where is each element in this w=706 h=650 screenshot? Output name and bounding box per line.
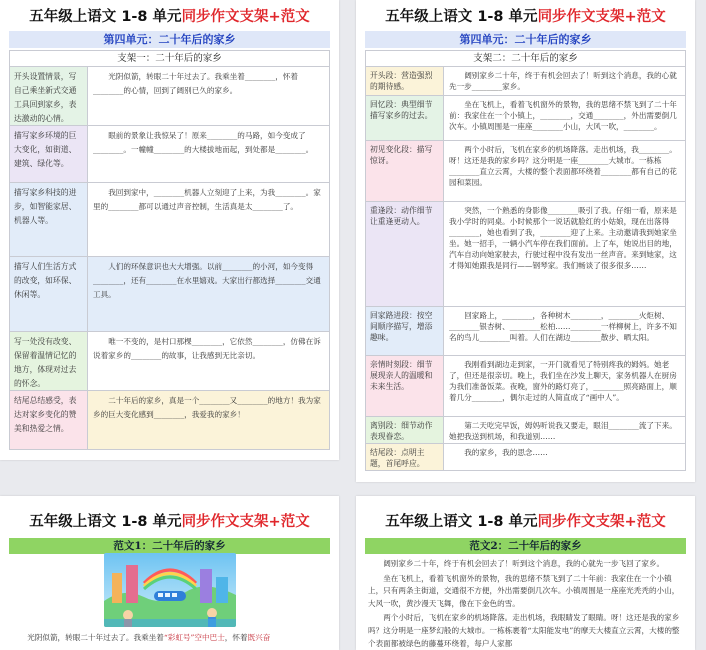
fill-cell: 光阴似箭，转眼二十年过去了。我乘坐着________，怀着________的心情，回到了阔别已久的家乡。 <box>93 72 299 95</box>
table-row <box>366 96 685 141</box>
table-row <box>366 141 685 202</box>
essay-paragraph: 阔别家乡二十年，终于有机会回去了！听到这个消息，我的心就先一步飞回了家乡。 <box>383 559 665 568</box>
table-row <box>10 257 329 332</box>
fill-cell: 阔别家乡二十年，终于有机会回去了！听到这个消息，我的心就先一步________家乡。 <box>449 71 677 91</box>
fill-cell: 唯一不变的，是村口那棵________，它依然________，仿佛在诉说着家乡的________的故事，让我感到无比亲切。 <box>93 337 321 360</box>
fill-cell: 我回到家中，________机器人立刻迎了上来，为我________。家里的________都可以通过声音控制，生活真是太________了。 <box>93 188 321 211</box>
guide-cell: 初见变化段：描写惊讶。 <box>366 141 444 201</box>
fill-cell: 我的家乡，我的思念…… <box>464 448 548 457</box>
guide-cell: 回家路进段：按空间顺序描写，增添趣味。 <box>366 307 444 355</box>
scaffold-heading: 支架一：二十年后的家乡 <box>10 51 329 67</box>
guide-cell: 描写家乡环境的巨大变化，如街道、建筑、绿化等。 <box>10 126 88 182</box>
table-row <box>366 202 685 307</box>
fill-cell: 我刚看到湖边走到家，一开门就看见了特别疼我的姆妈。她老了，但还是很亲切。晚上，我们坐在沙发上聊天，家务机器人在厨房为我们准备饭菜。夜晚，窗外的路灯亮了，________照亮路面上，顺着几分________，偶尔走过的人简直成了“画中人”。 <box>449 360 677 402</box>
guide-cell: 亲情时刻段：细节展现亲人的温暖和未来生活。 <box>366 356 444 416</box>
table-row <box>366 307 685 356</box>
table-row <box>10 183 329 257</box>
table-row <box>366 356 685 417</box>
page-title: 五年级上语文 1-8 单元同步作文支架+范文 <box>385 9 666 25</box>
essay-heading: 范文2：二十年后的家乡 <box>365 538 686 554</box>
guide-cell: 结尾段：点明主题，首尾呼应。 <box>366 444 444 470</box>
table-row <box>366 417 685 444</box>
essay-paragraph: 坐在飞机上，看着飞机窗外的景物，我的思绪不禁飞到了二十年前：我家住在一个小镇上，只有两条主街道，交通很不方便，外出需要倒几次车。小镇周围是一座座光秃秃的小山，大风一吹，黄沙漫天飞舞，像在下金色的雪。 <box>368 573 680 608</box>
fill-cell: 第二天吃完早饭，姆妈听说我又要走，眼泪________流了下来。她把我送到机场，和我道别…… <box>449 421 677 441</box>
guide-cell: 描写家乡科技的进步，如智能家居、机器人等。 <box>10 183 88 256</box>
fill-cell: 两个小时后，飞机在家乡的机场降落。走出机场，我________。呀！这还是我的家乡吗？这分明是一座________大城市。一栋栋________直立云霄，大楼的整个表面都环绕着________都有自己的花园和菜园。 <box>449 145 677 187</box>
scaffold-table <box>365 50 686 471</box>
page-title: 五年级上语文 1-8 单元同步作文支架+范文 <box>29 514 310 530</box>
fill-cell: 坐在飞机上，看着飞机窗外的景物，我的思绪不禁飞到了二十年前：我家住在一个小镇上，________，交通________，外出需要倒几次车。小镇周围是一座座________小山，大风一吹，________。 <box>449 100 677 131</box>
scaffold-table <box>9 50 330 450</box>
essay-body: 光阴似箭，转眼二十年过去了。我乘坐着“彩虹号”空中巴士，怀着既兴奋 <box>27 633 271 642</box>
guide-cell: 描写人们生活方式的改变，如环保、休闲等。 <box>10 257 88 331</box>
fill-cell: 回家路上，________，各种树木________，________火炬树、________银杏树、________松柏……________一样柳树上，许多不知名的鸟儿________叫着。人们在湖边________散步、晒太阳。 <box>449 311 677 342</box>
guide-cell: 离别段：细节动作表现眷恋。 <box>366 417 444 443</box>
fill-cell: 突然，一个熟悉的身影像________吸引了我。仔细一看，原来是我小学时的同桌。小时候那个一说话就脸红的小姑娘，现在出落得________，她也看到了我，________迎了上来。主动邀请我到她家坐坐。她一招手，一辆小汽车停在我们面前。上了车，她说出目的地，汽车自动向她家驶去，行驶过程中没有发出一丝声音。来到她家，这才得知她跟我是同行——钢琴家。我们畅谈了很多很多…… <box>449 206 677 270</box>
fill-cell: 二十年后的家乡，真是一个________又________的地方！我为家乡的巨大变化感到________，我爱我的家乡！ <box>88 391 329 449</box>
page-4 <box>356 496 695 650</box>
guide-cell: 回忆段：典型细节描写家乡的过去。 <box>366 96 444 140</box>
table-row <box>10 67 329 126</box>
table-row <box>366 444 685 470</box>
page-title: 五年级上语文 1-8 单元同步作文支架+范文 <box>29 9 310 25</box>
page-2 <box>356 0 695 482</box>
guide-cell: 开头段：营造强烈的期待感。 <box>366 67 444 95</box>
essay-paragraph: 两个小时后，飞机在家乡的机场降落。走出机场，我眼睛发了眼睛。呀！这还是我的家乡吗？这分明是一座梦幻般的大城市。一栋栋裹着“太阳能发电”的摩天大楼直立云霄，大楼的整个表面都被绿色的藤蔓环绕着，每户人家都 <box>368 613 680 648</box>
guide-cell: 结尾总结感受，表达对家乡变化的赞美和热爱之情。 <box>10 391 88 449</box>
guide-cell: 重逢段：动作细节让重逢更动人。 <box>366 202 444 306</box>
future-city-picture <box>104 553 236 627</box>
unit-heading: 第四单元：二十年后的家乡 <box>9 31 330 48</box>
essay-heading: 范文1：二十年后的家乡 <box>9 538 330 554</box>
scaffold-heading: 支架二：二十年后的家乡 <box>366 51 685 67</box>
table-row <box>10 126 329 183</box>
table-row <box>10 332 329 391</box>
guide-cell: 开头设置情景，写自己乘坐新式交通工具回到家乡，表达激动的心情。 <box>10 67 88 125</box>
table-row <box>366 67 685 96</box>
fill-cell: 眼前的景象让我惊呆了！原来________的马路，如今变成了________。一幢幢________的大楼拔地而起，到处都是________。 <box>93 131 314 154</box>
illustration-image <box>104 553 236 627</box>
guide-cell: 写一处没有改变、保留着温情记忆的地方，体现对过去的怀念。 <box>10 332 88 390</box>
unit-heading: 第四单元：二十年后的家乡 <box>365 31 686 48</box>
fill-cell: 人们的环保意识也大大增强。以前________的小河，如今变得________，还有________在水里嬉戏。大家出行都选择________交通工具。 <box>88 257 329 331</box>
table-row <box>10 391 329 449</box>
page-1 <box>0 0 339 460</box>
page-title: 五年级上语文 1-8 单元同步作文支架+范文 <box>385 514 666 530</box>
page-3 <box>0 496 339 650</box>
